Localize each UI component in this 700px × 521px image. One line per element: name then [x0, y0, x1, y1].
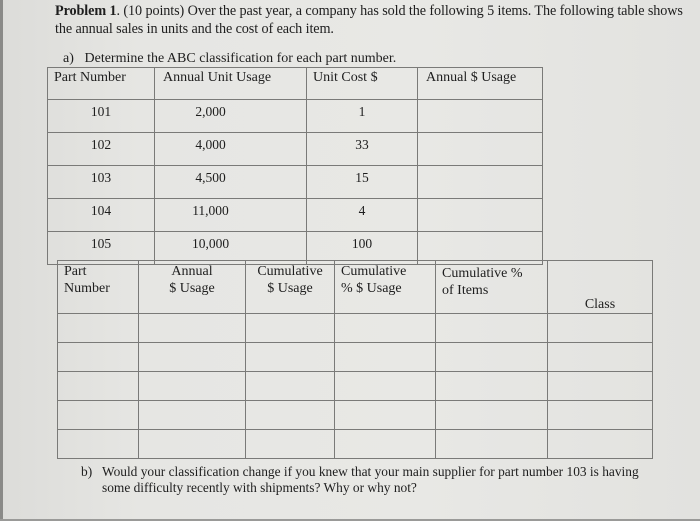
- problem-intro: [55, 2, 695, 38]
- cell-annual-usage[interactable]: [139, 372, 246, 401]
- cell-annual-usage[interactable]: [418, 100, 543, 133]
- header-line: Number: [64, 281, 110, 296]
- cell-class[interactable]: [548, 343, 653, 372]
- part-b-letter: b): [81, 464, 93, 479]
- cell-cumulative-pct-usage[interactable]: [335, 372, 436, 401]
- table-header-row: [58, 261, 653, 314]
- cell-annual-usage[interactable]: [418, 166, 543, 199]
- cell-cumulative-usage[interactable]: [246, 314, 335, 343]
- abc-classification-table: [57, 260, 653, 459]
- cell-part-number: 105: [48, 232, 155, 265]
- header-annual-dollar-usage: [139, 261, 246, 314]
- cell-class[interactable]: [548, 430, 653, 459]
- cell-cumulative-usage[interactable]: [246, 343, 335, 372]
- header-cumulative-pct-items: [436, 261, 548, 314]
- header-line: $ Usage: [267, 281, 313, 296]
- part-a-prompt: [63, 51, 396, 67]
- cell-cumulative-pct-items[interactable]: [436, 372, 548, 401]
- cell-units: 4,500: [155, 166, 307, 199]
- cell-part-number[interactable]: [58, 401, 139, 430]
- cell-cumulative-pct-items[interactable]: [436, 430, 548, 459]
- cell-annual-usage[interactable]: [418, 199, 543, 232]
- cell-cumulative-pct-items[interactable]: [436, 314, 548, 343]
- cell-part-number[interactable]: [58, 314, 139, 343]
- problem-description: . (10 points) Over the past year, a company has sold the following 5 items. The following table shows the annual sales in units and the cost of each item.: [55, 3, 683, 37]
- cell-annual-usage[interactable]: [139, 343, 246, 372]
- header-line: Annual: [171, 264, 213, 279]
- cell-cumulative-pct-usage[interactable]: [335, 430, 436, 459]
- cell-unit-cost: 1: [307, 100, 418, 133]
- problem-title: Problem 1: [55, 3, 117, 19]
- cell-class[interactable]: [548, 314, 653, 343]
- cell-part-number: 104: [48, 199, 155, 232]
- table-row: [48, 199, 543, 232]
- header-line: $ Usage: [169, 281, 215, 296]
- cell-part-number[interactable]: [58, 372, 139, 401]
- cell-unit-cost: 33: [307, 133, 418, 166]
- table-header-row: [48, 68, 543, 100]
- cell-part-number: 103: [48, 166, 155, 199]
- header-line: Cumulative: [341, 264, 407, 279]
- header-line: of Items: [442, 283, 489, 298]
- cell-annual-usage[interactable]: [139, 401, 246, 430]
- header-part-number: Part Number: [48, 68, 155, 100]
- table-row: [48, 166, 543, 199]
- cell-part-number: 101: [48, 100, 155, 133]
- part-b-prompt: [81, 464, 661, 496]
- cell-cumulative-pct-usage[interactable]: [335, 343, 436, 372]
- cell-cumulative-pct-usage[interactable]: [335, 401, 436, 430]
- part-a-text: Determine the ABC classification for each part number.: [84, 51, 397, 66]
- table-row: [58, 430, 653, 459]
- table-row: [58, 372, 653, 401]
- cell-units: 4,000: [155, 133, 307, 166]
- table-row: [58, 401, 653, 430]
- cell-part-number[interactable]: [58, 430, 139, 459]
- cell-cumulative-pct-usage[interactable]: [335, 314, 436, 343]
- cell-cumulative-usage[interactable]: [246, 430, 335, 459]
- page-left-edge: [0, 0, 3, 521]
- cell-annual-usage[interactable]: [418, 133, 543, 166]
- cell-units: 11,000: [155, 199, 307, 232]
- part-b-text: Would your classification change if you knew that your main supplier for part number 103 is having some difficulty recently with shipments? Why or why not?: [102, 464, 639, 495]
- cell-cumulative-pct-items[interactable]: [436, 343, 548, 372]
- cell-part-number: 102: [48, 133, 155, 166]
- header-part-number: [58, 261, 139, 314]
- header-annual-unit-usage: Annual Unit Usage: [155, 68, 307, 100]
- cell-class[interactable]: [548, 401, 653, 430]
- part-usage-table: [47, 67, 543, 265]
- header-class: Class: [548, 261, 653, 314]
- cell-cumulative-usage[interactable]: [246, 372, 335, 401]
- cell-class[interactable]: [548, 372, 653, 401]
- table-row: [58, 343, 653, 372]
- table-row: [58, 314, 653, 343]
- table-row: [48, 100, 543, 133]
- table-row: [48, 133, 543, 166]
- header-cumulative-dollar-usage: [246, 261, 335, 314]
- cell-annual-usage[interactable]: [139, 314, 246, 343]
- cell-cumulative-pct-items[interactable]: [436, 401, 548, 430]
- cell-annual-usage[interactable]: [139, 430, 246, 459]
- cell-unit-cost: 100: [307, 232, 418, 265]
- cell-part-number[interactable]: [58, 343, 139, 372]
- header-annual-dollar-usage: Annual $ Usage: [418, 68, 543, 100]
- header-line: % $ Usage: [341, 281, 402, 296]
- header-cumulative-pct-dollar-usage: [335, 261, 436, 314]
- header-unit-cost: Unit Cost $: [307, 68, 418, 100]
- header-line: Cumulative %: [442, 266, 523, 281]
- cell-units: 10,000: [155, 232, 307, 265]
- cell-unit-cost: 15: [307, 166, 418, 199]
- cell-unit-cost: 4: [307, 199, 418, 232]
- cell-cumulative-usage[interactable]: [246, 401, 335, 430]
- header-line: Cumulative: [257, 264, 323, 279]
- part-a-letter: a): [63, 51, 74, 66]
- cell-units: 2,000: [155, 100, 307, 133]
- header-line: Part: [64, 264, 87, 279]
